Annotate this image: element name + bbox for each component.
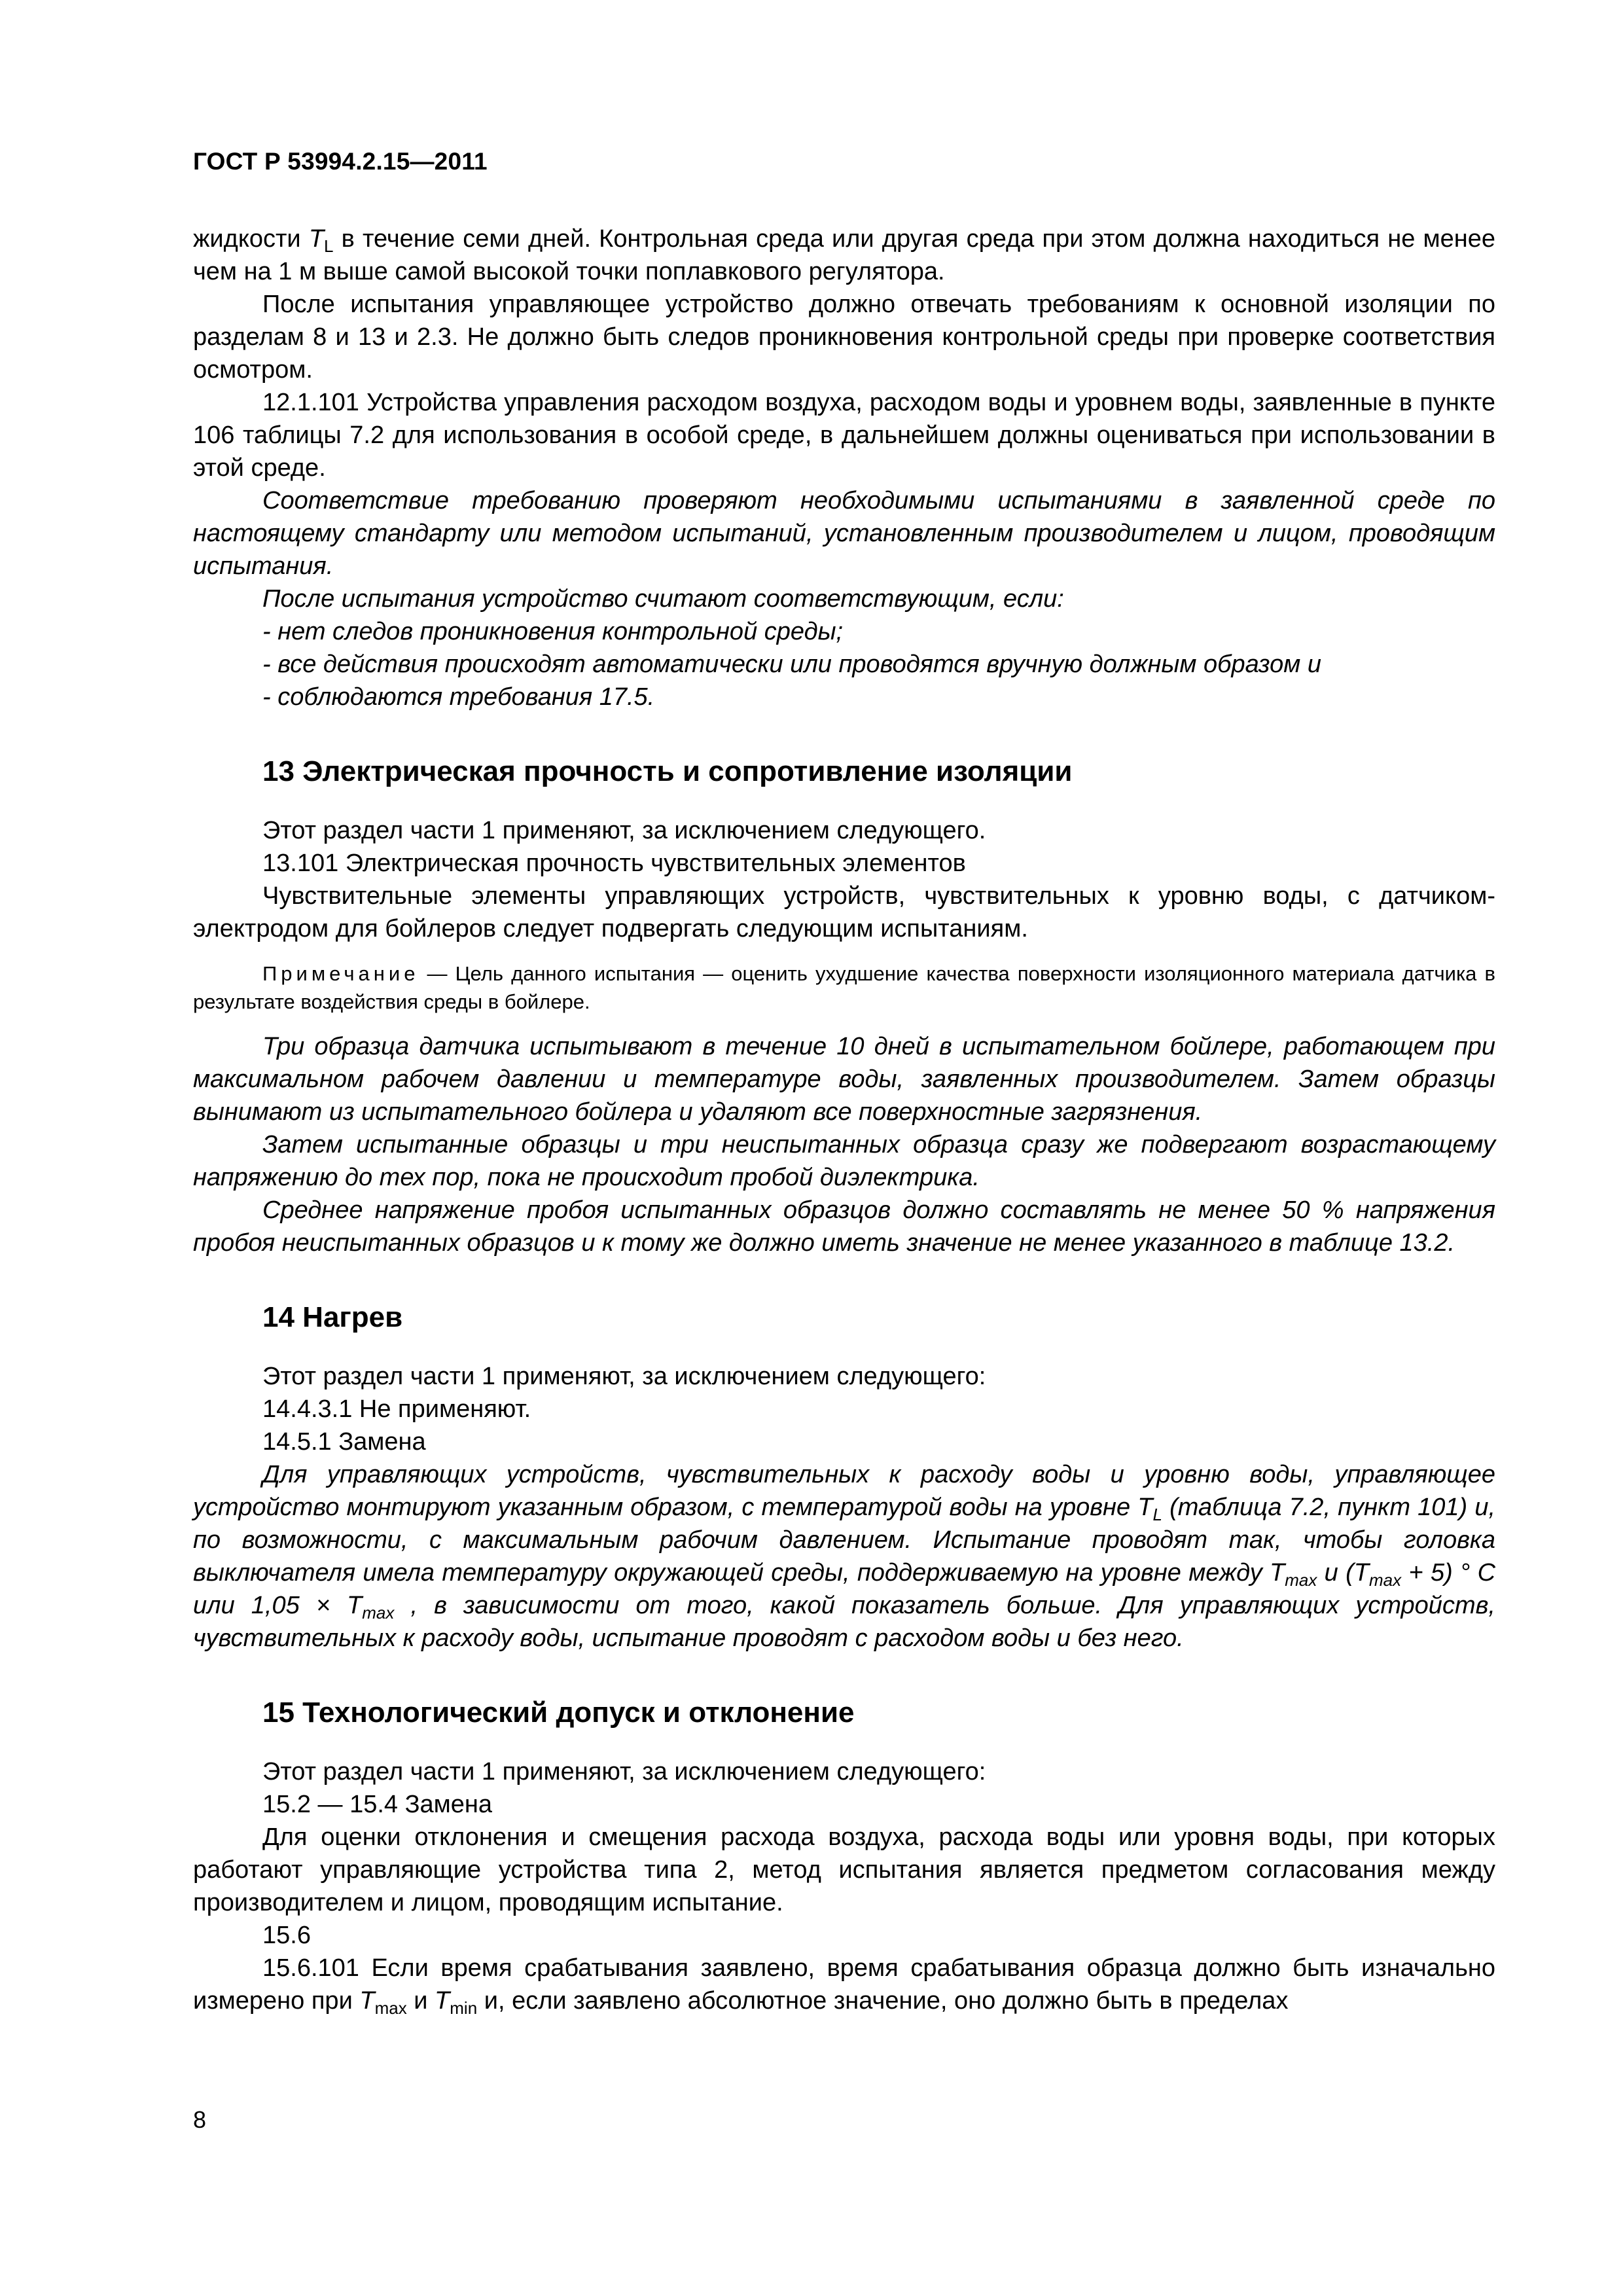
paragraph: 15.2 — 15.4 Замена	[262, 1791, 493, 1818]
paragraph: жидкости $T_L$ в течение семи дней. Контрольная среда или другая среда при этом должна находиться не менее чем на 1 м выше самой высокой точки поплавкового регулятора.	[193, 225, 1495, 285]
paragraph: 15.6.101 Если время срабатывания заявлено, время срабатывания образца должно быть изначально измерено при $T_{max}$ и $T_{min}$ и, если заявлено абсолютное значение, оно должно быть в пределах	[193, 1954, 1495, 2018]
paragraph: 15.6	[262, 1922, 311, 1949]
note-text: — Цель данного испытания — оценить ухудшение качества поверхности изоляционного материала датчика в результате воздействия среды в бойлере.	[193, 962, 1495, 1013]
list-item: - нет следов проникновения контрольной среды;	[262, 618, 844, 645]
paragraph: Для оценки отклонения и смещения расхода воздуха, расхода воды или уровня воды, при которых работают управляющие устройства типа 2, метод испытания является предметом согласования между производителем и лицом, проводящим испытание.	[193, 1823, 1495, 1916]
document-header: ГОСТ Р 53994.2.15—2011	[193, 148, 488, 175]
paragraph: Три образца датчика испытывают в течение 10 дней в испытательном бойлере, работающем при максимальном рабочем давлении и температуре воды, заявленных производителем. Затем образцы вынимают из испытательного бойлера и удаляют все поверхностные загрязнения.	[193, 1033, 1495, 1126]
section-heading: 15 Технологический допуск и отклонение	[262, 1696, 855, 1729]
note	[193, 960, 1495, 1016]
paragraph: Этот раздел части 1 применяют, за исключением следующего:	[262, 1758, 986, 1785]
paragraph: Для управляющих устройств, чувствительных к расходу воды и уровню воды, управляющее устройство монтируют указанным образом, с температурой воды на уровне $T_L$ (таблица 7.2, пункт 101) и, по возможности, с максимальным рабочим давлением. Испытание проводят так, чтобы головка выключателя имела температуру окружающей среды, поддерживаемую на уровне между $T_{max}$ и $(T_{max} + 5)$ ° С или $1,05 \times T_{max}$ , в зависимости от того, какой показатель больше. Для управляющих устройств, чувствительных к расходу воды, испытание проводят с расходом воды и без него.	[193, 1461, 1496, 1652]
list-item: - соблюдаются требования 17.5.	[262, 683, 655, 711]
paragraph: 14.5.1 Замена	[262, 1428, 426, 1456]
paragraph: Среднее напряжение пробоя испытанных образцов должно составлять не менее 50 % напряжения пробоя неиспытанных образцов и к тому же должно иметь значение не менее указанного в таблице 13.2.	[193, 1196, 1495, 1257]
paragraph: 13.101 Электрическая прочность чувствительных элементов	[262, 850, 966, 877]
note-label: Примечание	[262, 962, 419, 985]
section-heading: 14 Нагрев	[262, 1301, 403, 1333]
paragraph: Чувствительные элементы управляющих устройств, чувствительных к уровню воды, с датчиком-электродом для бойлеров следует подвергать следующим испытаниям.	[193, 882, 1495, 942]
list-item: - все действия происходят автоматически или проводятся вручную должным образом и	[262, 651, 1322, 678]
page-number: 8	[193, 2106, 207, 2133]
paragraph: 14.4.3.1 Не применяют.	[262, 1395, 531, 1423]
paragraph: Этот раздел части 1 применяют, за исключением следующего:	[262, 1363, 986, 1390]
paragraph: После испытания устройство считают соответствующим, если:	[262, 585, 1064, 613]
paragraph: После испытания управляющее устройство должно отвечать требованиям к основной изоляции по разделам 8 и 13 и 2.3. Не должно быть следов проникновения контрольной среды при проверке соответствия осмотром.	[193, 291, 1495, 384]
paragraph: Этот раздел части 1 применяют, за исключением следующего.	[262, 817, 986, 844]
paragraph: 12.1.101 Устройства управления расходом воздуха, расходом воды и уровнем воды, заявленные в пункте 106 таблицы 7.2 для использования в особой среде, в дальнейшем должны оцениваться при использовании в этой среде.	[193, 389, 1495, 482]
paragraph: Соответствие требованию проверяют необходимыми испытаниями в заявленной среде по настоящему стандарту или методом испытаний, установленным производителем и лицом, проводящим испытания.	[193, 487, 1495, 580]
document-body	[193, 223, 1495, 2017]
paragraph: Затем испытанные образцы и три неиспытанных образца сразу же подвергают возрастающему напряжению до тех пор, пока не происходит пробой диэлектрика.	[193, 1131, 1495, 1191]
section-heading: 13 Электрическая прочность и сопротивление изоляции	[262, 755, 1073, 787]
